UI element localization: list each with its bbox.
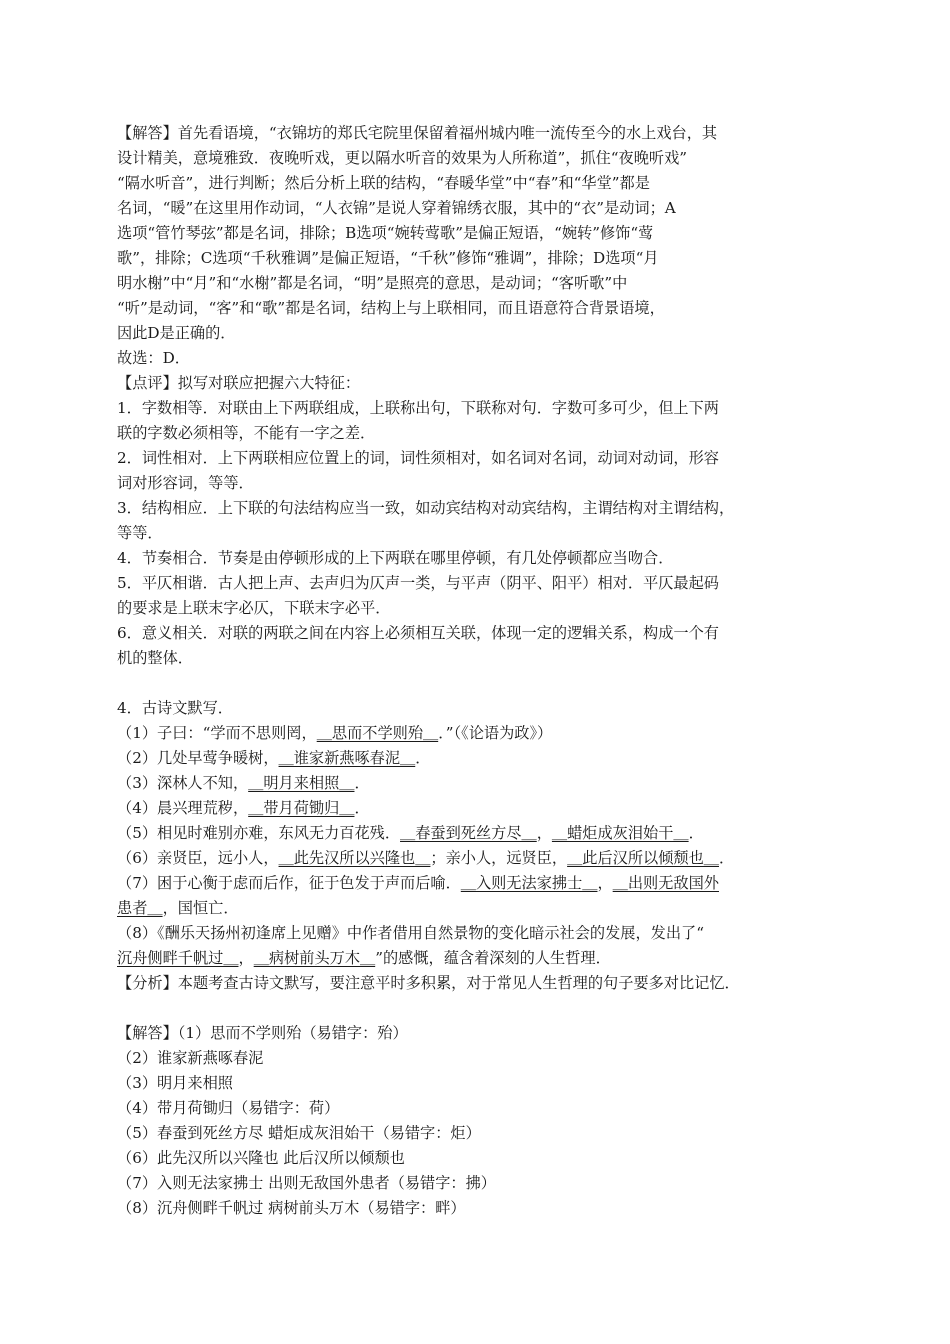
question-item-7 <box>117 871 817 896</box>
fill-answer: 患者＿ <box>117 899 163 917</box>
answer-line: （2）谁家新燕啄春泥 <box>117 1049 264 1067</box>
document-page <box>117 121 817 1221</box>
fill-answer: ＿病树前头万木＿ <box>253 949 376 967</box>
question-item-6 <box>117 846 817 871</box>
analysis-line: 设计精美，意境雅致．夜晚听戏，更以隔水听音的效果为人所称道”，抓住“夜晚听戏” <box>117 149 688 167</box>
question-item-8-cont <box>117 946 817 971</box>
question-item-2 <box>117 746 817 771</box>
analysis-line: “隔水听音”，进行判断；然后分析上联的结构，“春暖华堂”中“春”和“华堂”都是 <box>117 174 650 192</box>
answer-analysis-block <box>117 121 817 346</box>
question-title: 4．古诗文默写． <box>117 699 233 717</box>
comment-line: 4．节奏相合．节奏是由停顿形成的上下两联在哪里停顿，有几处停顿都应当吻合． <box>117 549 674 567</box>
analysis-line: 选项“管竹琴弦”都是名词，排除；B选项“婉转莺歌”是偏正短语，“婉转”修饰“莺 <box>117 224 654 242</box>
question-text: （2）几处早莺争暖树， <box>117 749 279 767</box>
comment-line: 的要求是上联末字必仄，下联末字必平． <box>117 599 391 617</box>
comment-line: 1．字数相等．对联由上下两联组成，上联称出句，下联称对句．字数可多可少，但上下两 <box>117 399 719 417</box>
question-text: ，国恒亡． <box>162 899 239 917</box>
fill-answer: ＿明月来相照＿ <box>248 774 355 792</box>
answer-line: （5）春蚕到死丝方尽 蜡炬成灰泪始干（易错字：炬） <box>117 1124 481 1142</box>
comment-line: 等等． <box>117 524 163 542</box>
analysis-line: 明水榭”中“月”和“水榭”都是名词，“明”是照亮的意思，是动词；“客听歌”中 <box>117 274 628 292</box>
question-text: （6）亲贤臣，远小人， <box>117 849 279 867</box>
question-item-7-cont <box>117 896 817 921</box>
comment-line: 机的整体． <box>117 649 193 667</box>
analysis-line: 因此D是正确的． <box>117 324 236 342</box>
analysis-line: 【解答】首先看语境，“衣锦坊的郑氏宅院里保留着福州城内唯一流传至今的水上戏台，其 <box>117 124 718 142</box>
question-text: （4）晨兴理荒秽， <box>117 799 249 817</box>
question-item-1 <box>117 721 817 746</box>
comment-line: 5．平仄相谐．古人把上声、去声归为仄声一类，与平声（阴平、阳平）相对．平仄最起码 <box>117 574 719 592</box>
fill-answer: ＿此后汉所以倾颓也＿ <box>567 849 719 867</box>
question-text: ． <box>354 774 370 792</box>
question-text: （5）相见时难别亦难，东风无力百花残． <box>117 824 401 842</box>
fill-answer: ＿此先汉所以兴隆也＿ <box>278 849 431 867</box>
question-text: （7）困于心衡于虑而后作，征于色发于声而后喻． <box>117 874 461 892</box>
choice-result: 故选：D． <box>117 349 190 367</box>
question-item-8 <box>117 921 817 946</box>
fill-answer: ＿入则无法家拂士＿ <box>460 874 598 892</box>
analysis-line: 名词，“暖”在这里用作动词，“人衣锦”是说人穿着锦绣衣服，其中的“衣”是动词；A <box>117 199 676 217</box>
question-text: ． <box>718 849 735 867</box>
fill-answer: ＿蜡炬成灰泪始干＿ <box>551 824 689 842</box>
question-text: （3）深林人不知， <box>117 774 249 792</box>
comment-block <box>117 371 817 671</box>
question-text: ， <box>536 824 552 842</box>
question-text: ， <box>597 874 613 892</box>
comment-line: 3．结构相应．上下联的句法结构应当一致，如动宾结构对动宾结构，主谓结构对主谓结构， <box>117 499 735 517</box>
question-text: ． <box>415 749 431 767</box>
analysis-note: 【分析】本题考查古诗文默写，要注意平时多积累，对于常见人生哲理的句子要多对比记忆． <box>117 974 740 992</box>
question-text: ， <box>238 949 254 967</box>
answer-line: （3）明月来相照 <box>117 1074 233 1092</box>
question-text: ． <box>354 799 370 817</box>
spacer <box>117 996 817 1021</box>
answer-list <box>117 1021 817 1221</box>
question-text: ． <box>688 824 704 842</box>
comment-line: 【点评】拟写对联应把握六大特征： <box>117 374 360 392</box>
comment-line: 2．词性相对．上下两联相应位置上的词，词性须相对，如名词对名词，动词对动词，形容 <box>117 449 719 467</box>
answer-line: （8）沉舟侧畔千帆过 病树前头万木（易错字：畔） <box>117 1199 466 1217</box>
fill-answer: 沉舟侧畔千帆过＿ <box>117 949 239 967</box>
question-text: ．”（《论语为政》） <box>438 724 553 742</box>
answer-line: （7）入则无法家拂士 出则无敌国外患者（易错字：拂） <box>117 1174 496 1192</box>
fill-answer: ＿出则无敌国外 <box>612 874 719 892</box>
fill-answer: ＿春蚕到死丝方尽＿ <box>400 824 537 842</box>
answer-line: （6）此先汉所以兴隆也 此后汉所以倾颓也 <box>117 1149 405 1167</box>
answer-line: （4）带月荷锄归（易错字：荷） <box>117 1099 340 1117</box>
fill-answer: ＿思而不学则殆＿ <box>316 724 439 742</box>
comment-line: 词对形容词，等等． <box>117 474 254 492</box>
spacer <box>117 671 817 696</box>
question-item-4 <box>117 796 817 821</box>
comment-line: 联的字数必须相等，不能有一字之差． <box>117 424 376 442</box>
analysis-line: 歌”，排除；C选项“千秋雅调”是偏正短语，“千秋”修饰“雅调”，排除；D选项“月 <box>117 249 659 267</box>
question-text: （1）子曰：“学而不思则罔， <box>117 724 317 742</box>
fill-answer: ＿带月荷锄归＿ <box>248 799 355 817</box>
answer-line: 【解答】（1）思而不学则殆（易错字：殆） <box>117 1024 408 1042</box>
fill-answer: ＿谁家新燕啄春泥＿ <box>278 749 416 767</box>
question-text: （8）《酬乐天扬州初逢席上见赠》中作者借用自然景物的变化暗示社会的发展，发出了“ <box>117 924 704 942</box>
question-text: ；亲小人，远贤臣， <box>430 849 568 867</box>
question-item-5 <box>117 821 817 846</box>
question-item-3 <box>117 771 817 796</box>
comment-line: 6．意义相关．对联的两联之间在内容上必须相互关联，体现一定的逻辑关系，构成一个有 <box>117 624 719 642</box>
question-text: ”的感慨，蕴含着深刻的人生哲理． <box>375 949 611 967</box>
analysis-line: “听”是动词，“客”和“歌”都是名词，结构上与上联相同，而且语意符合背景语境， <box>117 299 665 317</box>
